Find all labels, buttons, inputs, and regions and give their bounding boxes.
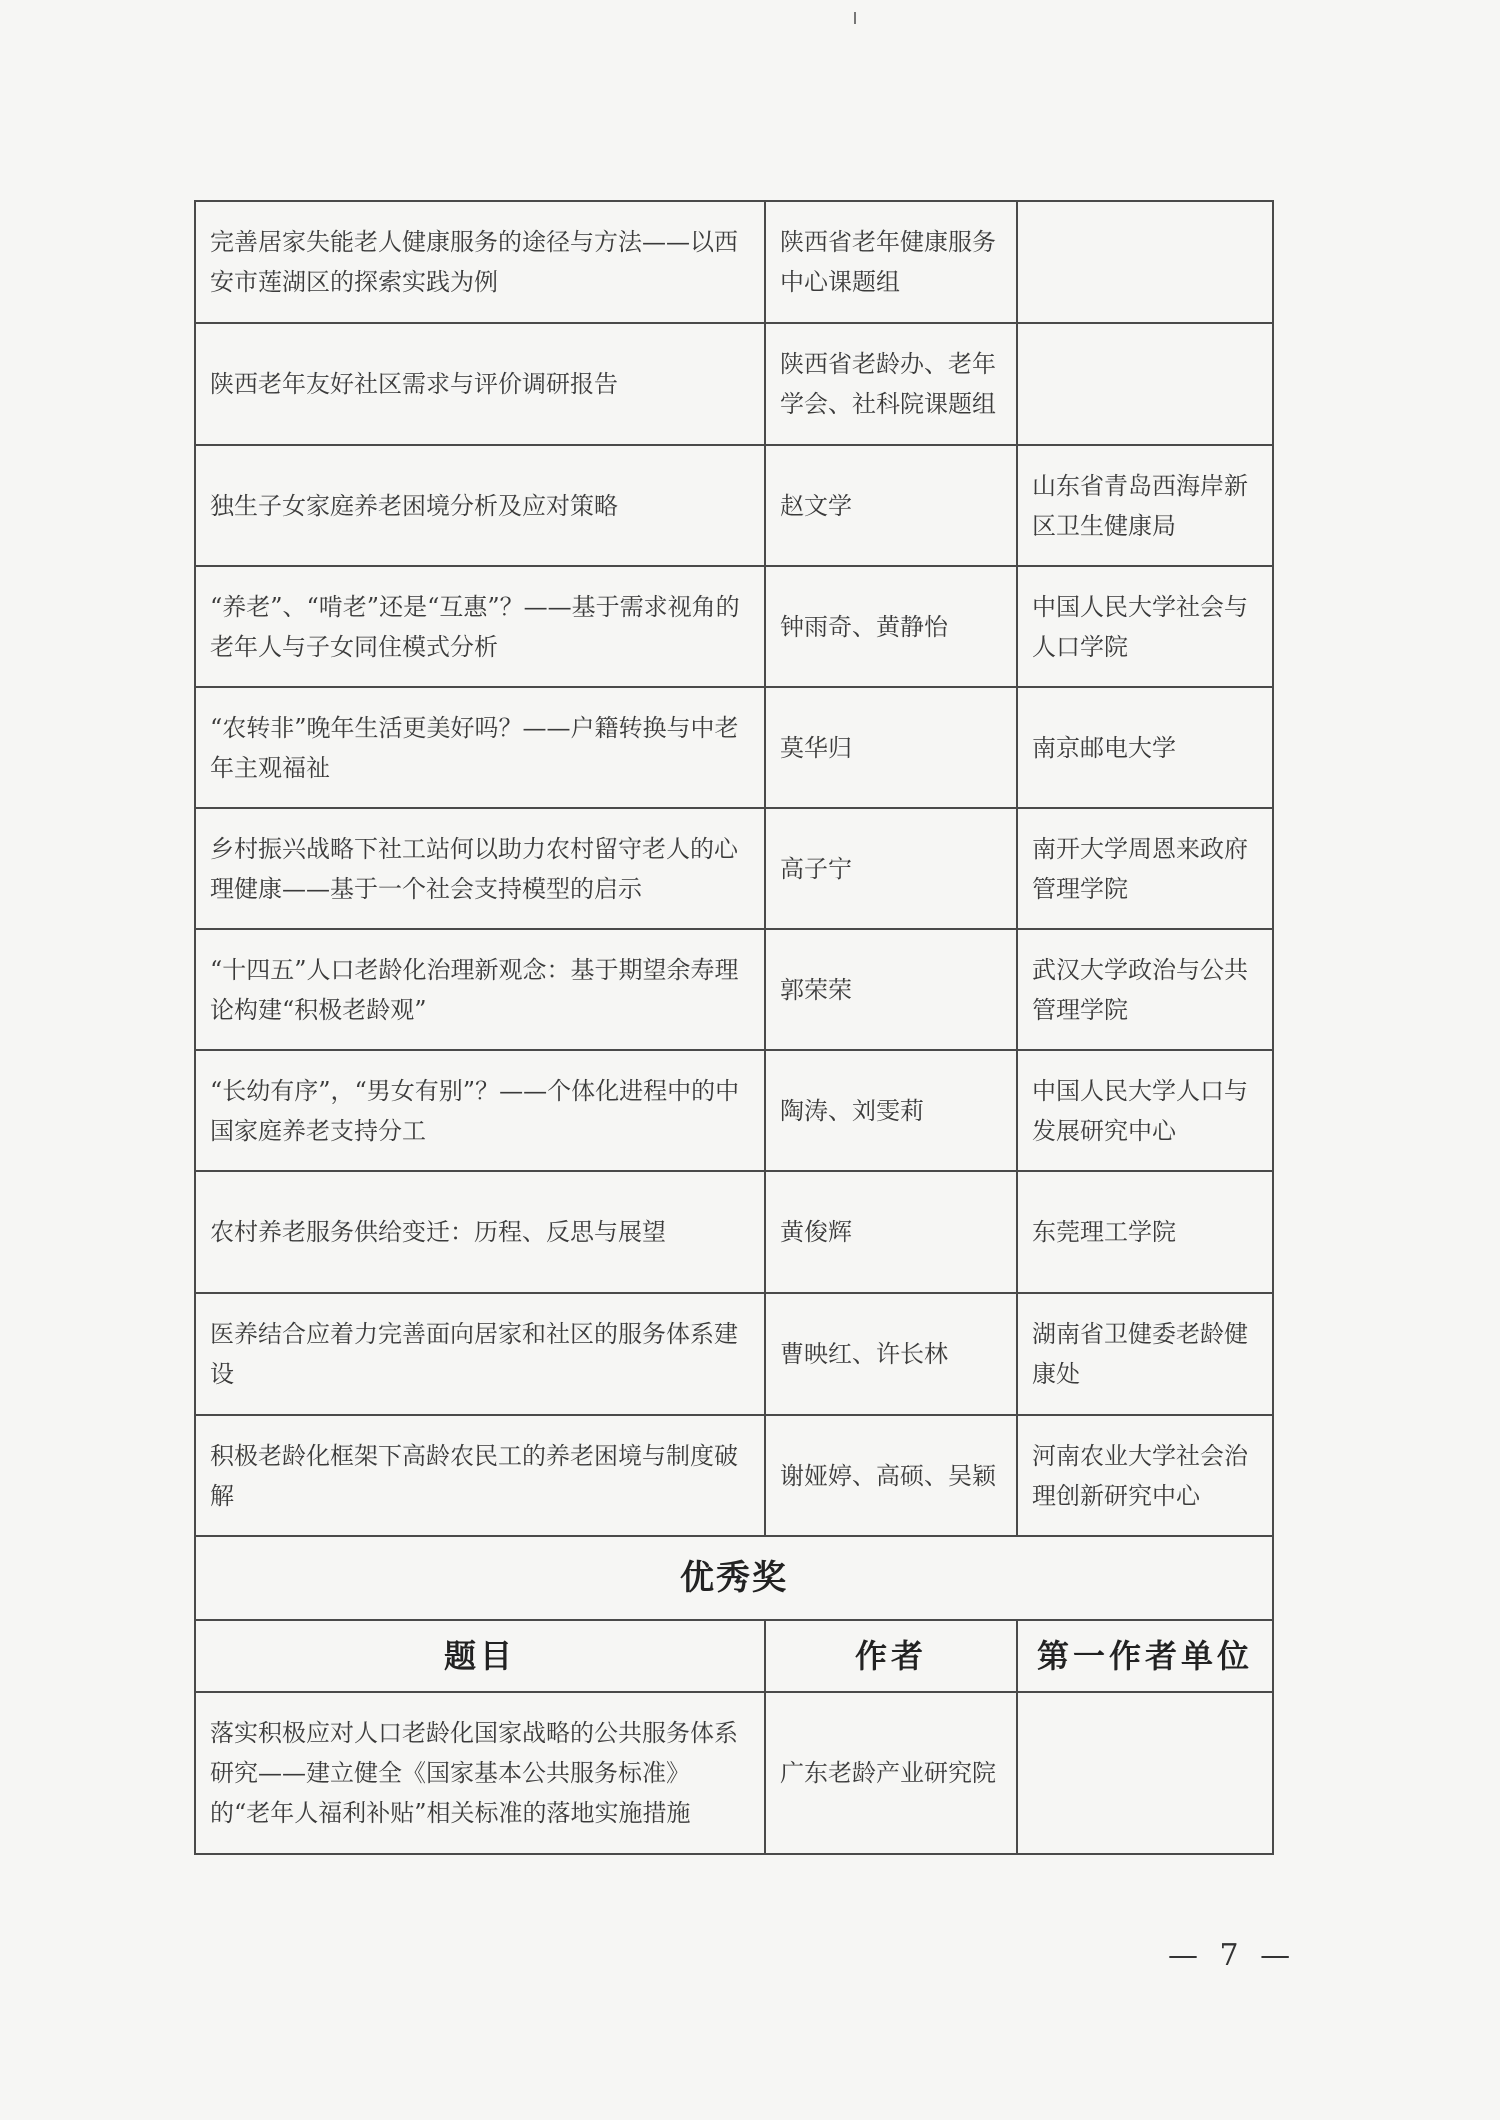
cell-author: 黄俊辉 (765, 1171, 1017, 1293)
table-row (195, 323, 1273, 445)
table-row (195, 201, 1273, 323)
cell-title: “十四五”人口老龄化治理新观念：基于期望余寿理论构建“积极老龄观” (195, 929, 765, 1050)
header-author: 作者 (765, 1620, 1017, 1692)
cell-unit (1017, 323, 1273, 445)
cell-unit: 湖南省卫健委老龄健康处 (1017, 1293, 1273, 1415)
cell-unit: 南开大学周恩来政府管理学院 (1017, 808, 1273, 929)
section-heading-row (195, 1536, 1273, 1620)
cell-unit: 南京邮电大学 (1017, 687, 1273, 808)
cell-unit: 武汉大学政治与公共管理学院 (1017, 929, 1273, 1050)
cell-title: 农村养老服务供给变迁：历程、反思与展望 (195, 1171, 765, 1293)
table-row (195, 808, 1273, 929)
table-row (195, 1050, 1273, 1171)
cell-author: 陕西省老龄办、老年学会、社科院课题组 (765, 323, 1017, 445)
cell-title: “农转非”晚年生活更美好吗？——户籍转换与中老年主观福祉 (195, 687, 765, 808)
header-title: 题目 (195, 1620, 765, 1692)
cell-author: 高子宁 (765, 808, 1017, 929)
cell-unit: 中国人民大学社会与人口学院 (1017, 566, 1273, 687)
cell-author: 陶涛、刘雯莉 (765, 1050, 1017, 1171)
cell-author: 钟雨奇、黄静怡 (765, 566, 1017, 687)
scan-mark (854, 12, 856, 24)
cell-author: 郭荣荣 (765, 929, 1017, 1050)
table-row (195, 1415, 1273, 1536)
cell-unit: 中国人民大学人口与发展研究中心 (1017, 1050, 1273, 1171)
table-row (195, 445, 1273, 566)
cell-title: 独生子女家庭养老困境分析及应对策略 (195, 445, 765, 566)
cell-title: 完善居家失能老人健康服务的途径与方法——以西安市莲湖区的探索实践为例 (195, 201, 765, 323)
header-unit: 第一作者单位 (1017, 1620, 1273, 1692)
cell-author: 曹映红、许长林 (765, 1293, 1017, 1415)
cell-unit: 河南农业大学社会治理创新研究中心 (1017, 1415, 1273, 1536)
cell-title: “长幼有序”，“男女有别”？——个体化进程中的中国家庭养老支持分工 (195, 1050, 765, 1171)
page-number: — 7 — (1168, 1938, 1297, 1973)
cell-title: 落实积极应对人口老龄化国家战略的公共服务体系研究——建立健全《国家基本公共服务标准》的“老年人福利补贴”相关标准的落地实施措施 (195, 1692, 765, 1854)
table-header-row (195, 1620, 1273, 1692)
table-row (195, 1171, 1273, 1293)
section-title: 优秀奖 (195, 1536, 1273, 1620)
cell-author: 赵文学 (765, 445, 1017, 566)
cell-author: 广东老龄产业研究院 (765, 1692, 1017, 1854)
cell-unit (1017, 1692, 1273, 1854)
cell-title: “养老”、“啃老”还是“互惠”？——基于需求视角的老年人与子女同住模式分析 (195, 566, 765, 687)
cell-author: 莫华归 (765, 687, 1017, 808)
cell-unit: 东莞理工学院 (1017, 1171, 1273, 1293)
cell-author: 谢娅婷、高硕、吴颖 (765, 1415, 1017, 1536)
cell-author: 陕西省老年健康服务中心课题组 (765, 201, 1017, 323)
table-row (195, 929, 1273, 1050)
cell-unit (1017, 201, 1273, 323)
cell-title: 乡村振兴战略下社工站何以助力农村留守老人的心理健康——基于一个社会支持模型的启示 (195, 808, 765, 929)
cell-title: 陕西老年友好社区需求与评价调研报告 (195, 323, 765, 445)
cell-unit: 山东省青岛西海岸新区卫生健康局 (1017, 445, 1273, 566)
cell-title: 医养结合应着力完善面向居家和社区的服务体系建设 (195, 1293, 765, 1415)
table-row (195, 687, 1273, 808)
awards-table (194, 200, 1274, 1855)
table-row (195, 1293, 1273, 1415)
table-row (195, 1692, 1273, 1854)
table-row (195, 566, 1273, 687)
cell-title: 积极老龄化框架下高龄农民工的养老困境与制度破解 (195, 1415, 765, 1536)
